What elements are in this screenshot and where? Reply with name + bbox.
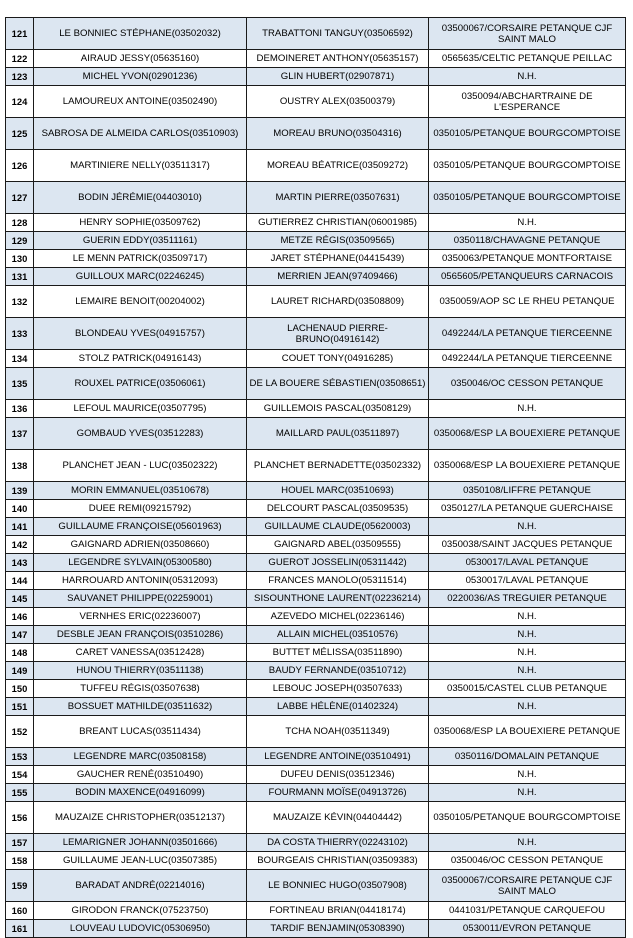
club-cell: N.H. — [429, 626, 626, 644]
player-one-cell: PLANCHET JEAN - LUC(03502322) — [34, 450, 247, 482]
player-two-cell: GUEROT JOSSELIN(05311442) — [247, 554, 429, 572]
row-number: 133 — [6, 318, 34, 350]
club-cell: 0565605/PETANQUEURS CARNACOIS — [429, 268, 626, 286]
row-number: 140 — [6, 500, 34, 518]
player-one-cell: LEGENDRE SYLVAIN(05300580) — [34, 554, 247, 572]
club-cell: 0350038/SAINT JACQUES PETANQUE — [429, 536, 626, 554]
club-cell: N.H. — [429, 400, 626, 418]
player-two-cell: LEGENDRE ANTOINE(03510491) — [247, 748, 429, 766]
table-row — [6, 626, 626, 644]
table-row — [6, 698, 626, 716]
table-row — [6, 680, 626, 698]
player-one-cell: MARTINIERE NELLY(03511317) — [34, 150, 247, 182]
row-number: 127 — [6, 182, 34, 214]
player-two-cell: TARDIF BENJAMIN(05308390) — [247, 920, 429, 938]
table-row — [6, 766, 626, 784]
player-two-cell: GAIGNARD ABEL(03509555) — [247, 536, 429, 554]
player-one-cell: BODIN MAXENCE(04916099) — [34, 784, 247, 802]
table-row — [6, 418, 626, 450]
club-cell: 0350116/DOMALAIN PETANQUE — [429, 748, 626, 766]
club-cell: 0530011/EVRON PETANQUE — [429, 920, 626, 938]
player-one-cell: BOSSUET MATHILDE(03511632) — [34, 698, 247, 716]
player-two-cell: DEMOINERET ANTHONY(05635157) — [247, 50, 429, 68]
player-one-cell: DUEE REMI(09215792) — [34, 500, 247, 518]
player-two-cell: MAILLARD PAUL(03511897) — [247, 418, 429, 450]
player-two-cell: PLANCHET BERNADETTE(03502332) — [247, 450, 429, 482]
club-cell: 0350068/ESP LA BOUEXIERE PETANQUE — [429, 418, 626, 450]
player-one-cell: SABROSA DE ALMEIDA CARLOS(03510903) — [34, 118, 247, 150]
table-row — [6, 50, 626, 68]
club-cell: N.H. — [429, 766, 626, 784]
club-cell: 0220036/AS TREGUIER PETANQUE — [429, 590, 626, 608]
table-row — [6, 920, 626, 938]
row-number: 138 — [6, 450, 34, 482]
table-row — [6, 400, 626, 418]
row-number: 129 — [6, 232, 34, 250]
club-cell: 0350105/PETANQUE BOURGCOMPTOISE — [429, 150, 626, 182]
club-cell: 0350068/ESP LA BOUEXIERE PETANQUE — [429, 716, 626, 748]
row-number: 141 — [6, 518, 34, 536]
table-row — [6, 518, 626, 536]
player-one-cell: BARADAT ANDRÉ(02214016) — [34, 870, 247, 902]
row-number: 159 — [6, 870, 34, 902]
table-row — [6, 318, 626, 350]
player-one-cell: LEMARIGNER JOHANN(03501666) — [34, 834, 247, 852]
table-row — [6, 572, 626, 590]
player-one-cell: LEMAIRE BENOIT(00204002) — [34, 286, 247, 318]
player-one-cell: LEGENDRE MARC(03508158) — [34, 748, 247, 766]
table-row — [6, 590, 626, 608]
club-cell: 0530017/LAVAL PETANQUE — [429, 572, 626, 590]
row-number: 151 — [6, 698, 34, 716]
player-two-cell: GLIN HUBERT(02907871) — [247, 68, 429, 86]
player-one-cell: LOUVEAU LUDOVIC(05306950) — [34, 920, 247, 938]
club-cell: N.H. — [429, 834, 626, 852]
player-one-cell: AIRAUD JESSY(05635160) — [34, 50, 247, 68]
player-two-cell: COUET TONY(04916285) — [247, 350, 429, 368]
row-number: 142 — [6, 536, 34, 554]
club-cell: 0350094/ABCHARTRAINE DE L'ESPERANCE — [429, 86, 626, 118]
club-cell: 0565635/CELTIC PETANQUE PEILLAC — [429, 50, 626, 68]
row-number: 152 — [6, 716, 34, 748]
club-cell: 0350059/AOP SC LE RHEU PETANQUE — [429, 286, 626, 318]
player-one-cell: BREANT LUCAS(03511434) — [34, 716, 247, 748]
row-number: 134 — [6, 350, 34, 368]
player-one-cell: GUILLAUME FRANÇOISE(05601963) — [34, 518, 247, 536]
player-one-cell: LEFOUL MAURICE(03507795) — [34, 400, 247, 418]
table-row — [6, 268, 626, 286]
player-one-cell: TUFFEU RÉGIS(03507638) — [34, 680, 247, 698]
row-number: 130 — [6, 250, 34, 268]
player-one-cell: HARROUARD ANTONIN(05312093) — [34, 572, 247, 590]
player-two-cell: ALLAIN MICHEL(03510576) — [247, 626, 429, 644]
club-cell: 0350015/CASTEL CLUB PETANQUE — [429, 680, 626, 698]
row-number: 156 — [6, 802, 34, 834]
row-number: 150 — [6, 680, 34, 698]
row-number: 132 — [6, 286, 34, 318]
club-cell: 0350105/PETANQUE BOURGCOMPTOISE — [429, 182, 626, 214]
row-number: 126 — [6, 150, 34, 182]
club-cell: 0350108/LIFFRE PETANQUE — [429, 482, 626, 500]
player-one-cell: GOMBAUD YVES(03512283) — [34, 418, 247, 450]
table-row — [6, 748, 626, 766]
club-cell: 0350127/LA PETANQUE GUERCHAISE — [429, 500, 626, 518]
club-cell: 0492244/LA PETANQUE TIERCEENNE — [429, 350, 626, 368]
table-row — [6, 852, 626, 870]
club-cell: N.H. — [429, 608, 626, 626]
row-number: 157 — [6, 834, 34, 852]
player-one-cell: SAUVANET PHILIPPE(02259001) — [34, 590, 247, 608]
player-two-cell: AZEVEDO MICHEL(02236146) — [247, 608, 429, 626]
player-two-cell: FORTINEAU BRIAN(04418174) — [247, 902, 429, 920]
player-one-cell: HUNOU THIERRY(03511138) — [34, 662, 247, 680]
player-two-cell: LABBE HÉLÈNE(01402324) — [247, 698, 429, 716]
club-cell: 0530017/LAVAL PETANQUE — [429, 554, 626, 572]
row-number: 154 — [6, 766, 34, 784]
row-number: 148 — [6, 644, 34, 662]
table-row — [6, 450, 626, 482]
player-two-cell: MERRIEN JEAN(97409466) — [247, 268, 429, 286]
row-number: 131 — [6, 268, 34, 286]
player-one-cell: GUERIN EDDY(03511161) — [34, 232, 247, 250]
row-number: 153 — [6, 748, 34, 766]
player-one-cell: GUILLAUME JEAN-LUC(03507385) — [34, 852, 247, 870]
table-row — [6, 250, 626, 268]
row-number: 149 — [6, 662, 34, 680]
table-row — [6, 368, 626, 400]
player-one-cell: HENRY SOPHIE(03509762) — [34, 214, 247, 232]
player-one-cell: LAMOUREUX ANTOINE(03502490) — [34, 86, 247, 118]
player-two-cell: BOURGEAIS CHRISTIAN(03509383) — [247, 852, 429, 870]
table-row — [6, 232, 626, 250]
row-number: 122 — [6, 50, 34, 68]
player-two-cell: MOREAU BRUNO(03504316) — [247, 118, 429, 150]
row-number: 145 — [6, 590, 34, 608]
club-cell: N.H. — [429, 518, 626, 536]
club-cell: N.H. — [429, 68, 626, 86]
row-number: 139 — [6, 482, 34, 500]
player-one-cell: STOLZ PATRICK(04916143) — [34, 350, 247, 368]
player-two-cell: LE BONNIEC HUGO(03507908) — [247, 870, 429, 902]
row-number: 135 — [6, 368, 34, 400]
club-cell: N.H. — [429, 214, 626, 232]
table-row — [6, 182, 626, 214]
table-body — [6, 18, 626, 938]
player-two-cell: FRANCES MANOLO(05311514) — [247, 572, 429, 590]
row-number: 143 — [6, 554, 34, 572]
table-row — [6, 86, 626, 118]
table-row — [6, 834, 626, 852]
player-two-cell: MARTIN PIERRE(03507631) — [247, 182, 429, 214]
player-two-cell: HOUEL MARC(03510693) — [247, 482, 429, 500]
table-row — [6, 870, 626, 902]
player-one-cell: LE MENN PATRICK(03509717) — [34, 250, 247, 268]
table-row — [6, 500, 626, 518]
registration-table — [5, 17, 626, 938]
club-cell: 0492244/LA PETANQUE TIERCEENNE — [429, 318, 626, 350]
club-cell: 0350118/CHAVAGNE PETANQUE — [429, 232, 626, 250]
player-one-cell: GUILLOUX MARC(02246245) — [34, 268, 247, 286]
player-two-cell: SISOUNTHONE LAURENT(02236214) — [247, 590, 429, 608]
player-two-cell: DELCOURT PASCAL(03509535) — [247, 500, 429, 518]
row-number: 128 — [6, 214, 34, 232]
club-cell: 03500067/CORSAIRE PETANQUE CJF SAINT MALO — [429, 18, 626, 50]
table-row — [6, 150, 626, 182]
player-two-cell: TCHA NOAH(03511349) — [247, 716, 429, 748]
club-cell: 0350046/OC CESSON PETANQUE — [429, 368, 626, 400]
table-row — [6, 214, 626, 232]
club-cell: 0350105/PETANQUE BOURGCOMPTOISE — [429, 802, 626, 834]
player-two-cell: BUTTET MÉLISSA(03511890) — [247, 644, 429, 662]
table-row — [6, 902, 626, 920]
player-one-cell: VERNHES ERIC(02236007) — [34, 608, 247, 626]
table-row — [6, 536, 626, 554]
row-number: 147 — [6, 626, 34, 644]
player-two-cell: TRABATTONI TANGUY(03506592) — [247, 18, 429, 50]
table-row — [6, 286, 626, 318]
row-number: 124 — [6, 86, 34, 118]
player-one-cell: MICHEL YVON(02901236) — [34, 68, 247, 86]
player-two-cell: MAUZAIZE KÉVIN(04404442) — [247, 802, 429, 834]
table-row — [6, 644, 626, 662]
row-number: 121 — [6, 18, 34, 50]
row-number: 123 — [6, 68, 34, 86]
row-number: 155 — [6, 784, 34, 802]
row-number: 161 — [6, 920, 34, 938]
player-two-cell: MOREAU BÉATRICE(03509272) — [247, 150, 429, 182]
player-one-cell: CARET VANESSA(03512428) — [34, 644, 247, 662]
player-one-cell: GAIGNARD ADRIEN(03508660) — [34, 536, 247, 554]
table-row — [6, 608, 626, 626]
player-one-cell: BODIN JÉRÉMIE(04403010) — [34, 182, 247, 214]
row-number: 125 — [6, 118, 34, 150]
row-number: 136 — [6, 400, 34, 418]
club-cell: 0441031/PETANQUE CARQUEFOU — [429, 902, 626, 920]
table-row — [6, 662, 626, 680]
row-number: 158 — [6, 852, 34, 870]
player-two-cell: BAUDY FERNANDE(03510712) — [247, 662, 429, 680]
player-one-cell: ROUXEL PATRICE(03506061) — [34, 368, 247, 400]
table-row — [6, 482, 626, 500]
table-row — [6, 554, 626, 572]
player-two-cell: GUILLAUME CLAUDE(05620003) — [247, 518, 429, 536]
player-two-cell: DUFEU DENIS(03512346) — [247, 766, 429, 784]
club-cell: N.H. — [429, 698, 626, 716]
player-two-cell: GUTIERREZ CHRISTIAN(06001985) — [247, 214, 429, 232]
club-cell: 0350046/OC CESSON PETANQUE — [429, 852, 626, 870]
player-two-cell: METZE RÉGIS(03509565) — [247, 232, 429, 250]
club-cell: N.H. — [429, 662, 626, 680]
row-number: 137 — [6, 418, 34, 450]
player-one-cell: MAUZAIZE CHRISTOPHER(03512137) — [34, 802, 247, 834]
player-two-cell: LACHENAUD PIERRE-BRUNO(04916142) — [247, 318, 429, 350]
table-row — [6, 18, 626, 50]
player-one-cell: BLONDEAU YVES(04915757) — [34, 318, 247, 350]
row-number: 144 — [6, 572, 34, 590]
club-cell: 0350105/PETANQUE BOURGCOMPTOISE — [429, 118, 626, 150]
row-number: 146 — [6, 608, 34, 626]
table-row — [6, 802, 626, 834]
player-two-cell: GUILLEMOIS PASCAL(03508129) — [247, 400, 429, 418]
player-one-cell: DESBLE JEAN FRANÇOIS(03510286) — [34, 626, 247, 644]
table-row — [6, 716, 626, 748]
club-cell: N.H. — [429, 644, 626, 662]
player-one-cell: GIRODON FRANCK(07523750) — [34, 902, 247, 920]
row-number: 160 — [6, 902, 34, 920]
table-row — [6, 784, 626, 802]
player-two-cell: DE LA BOUERE SÉBASTIEN(03508651) — [247, 368, 429, 400]
player-two-cell: JARET STÉPHANE(04415439) — [247, 250, 429, 268]
table-row — [6, 68, 626, 86]
player-one-cell: GAUCHER RENÉ(03510490) — [34, 766, 247, 784]
player-one-cell: LE BONNIEC STÉPHANE(03502032) — [34, 18, 247, 50]
club-cell: 03500067/CORSAIRE PETANQUE CJF SAINT MALO — [429, 870, 626, 902]
player-two-cell: LEBOUC JOSEPH(03507633) — [247, 680, 429, 698]
player-two-cell: DA COSTA THIERRY(02243102) — [247, 834, 429, 852]
club-cell: 0350063/PETANQUE MONTFORTAISE — [429, 250, 626, 268]
player-one-cell: MORIN EMMANUEL(03510678) — [34, 482, 247, 500]
player-two-cell: FOURMANN MOÏSE(04913726) — [247, 784, 429, 802]
club-cell: 0350068/ESP LA BOUEXIERE PETANQUE — [429, 450, 626, 482]
table-row — [6, 118, 626, 150]
player-two-cell: LAURET RICHARD(03508809) — [247, 286, 429, 318]
table-row — [6, 350, 626, 368]
club-cell: N.H. — [429, 784, 626, 802]
player-two-cell: OUSTRY ALEX(03500379) — [247, 86, 429, 118]
